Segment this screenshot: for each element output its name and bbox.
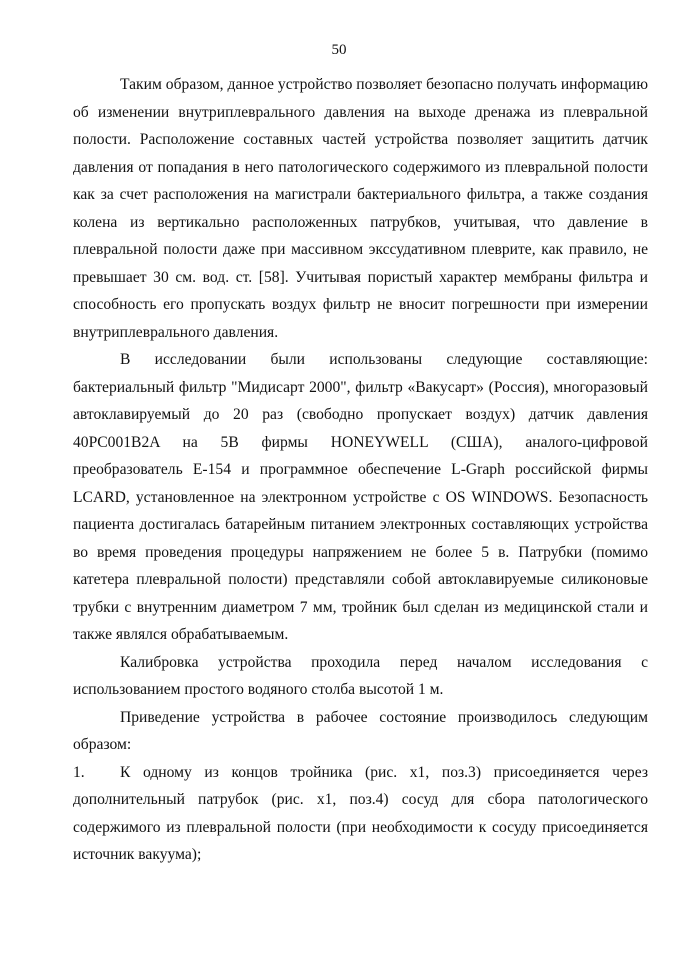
paragraph: Приведение устройства в рабочее состояние производилось следующим образом: xyxy=(73,708,648,753)
page-number: 50 xyxy=(331,42,347,58)
paragraph: Калибровка устройства проходила перед началом исследования с использованием простого водяного столба высотой 1 м. xyxy=(73,653,648,698)
paragraph: В исследовании были использованы следующие составляющие: бактериальный фильтр "Мидисарт 2000", фильтр «Вакусарт» (Россия), многоразовый автоклавируемый до 20 раз (свободно пропускает воздух) датчик давления 40PC001B2A на 5В фирмы HONEYWELL (США), аналого-цифровой преобразователь E-154 и программное обеспечение L-Graph российской фирмы LCARD, установленное на электронном устройстве с OS WINDOWS. Безопасность пациента достигалась батарейным питанием электронных составляющих устройства во время проведения процедуры напряжением не более 5 в. Патрубки (помимо катетера плевральной полости) представляли собой автоклавируемые силиконовые трубки с внутренним диаметром 7 мм, тройник был сделан из медицинской стали и также являлся обрабатываемым. xyxy=(73,351,648,643)
list-item xyxy=(73,759,648,869)
list-item-marker: 1. xyxy=(73,763,85,781)
list-item-text: К одному из концов тройника (рис. х1, поз.3) присоединяется через дополнительный патрубок (рис. х1, поз.4) сосуд для сбора патологического содержимого из плевральной полости (при необходимости к сосуду присоединяется источник вакуума); xyxy=(73,763,648,863)
paragraph: Таким образом, данное устройство позволяет безопасно получать информацию об изменении внутриплеврального давления на выходе дренажа из плевральной полости. Расположение составных частей устройства позволяет защитить датчик давления от попадания в него патологического содержимого из плевральной полости как за счет расположения на магистрали бактериального фильтра, а также создания колена из вертикально расположенных патрубков, учитывая, что давление в плевральной полости даже при массивном экссудативном плеврите, как правило, не превышает 30 см. вод. ст. [58]. Учитывая пористый характер мембраны фильтра и способность его пропускать воздух фильтр не вносит погрешности при измерении внутриплеврального давления. xyxy=(73,76,648,341)
document-body xyxy=(73,71,648,869)
